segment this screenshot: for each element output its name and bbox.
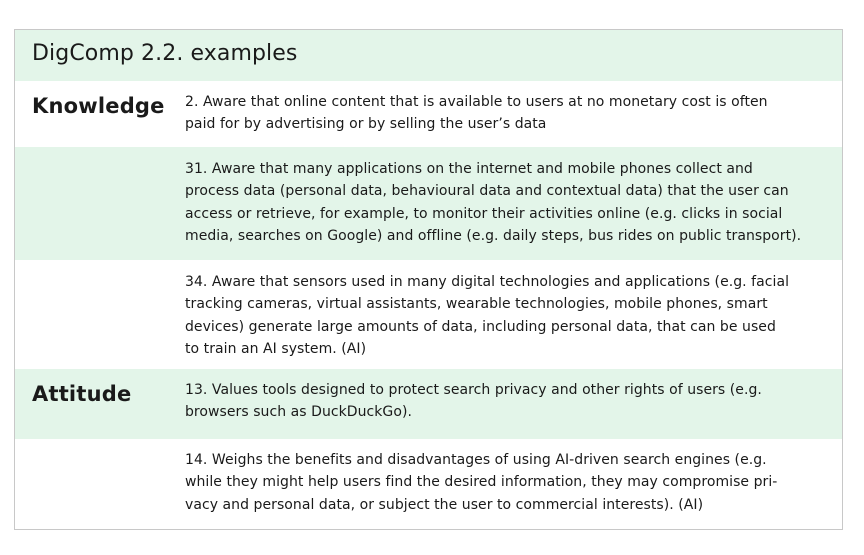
- text-line: browsers such as DuckDuckGo).: [185, 404, 412, 421]
- table-title: DigComp 2.2. examples: [32, 41, 298, 66]
- category-label-knowledge: Knowledge: [32, 94, 165, 118]
- text-line: to train an AI system. (AI): [185, 341, 367, 358]
- example-text-31: [185, 158, 835, 248]
- example-text-14: [185, 449, 835, 516]
- text-line: vacy and personal data, or subject the user to commercial interests). (AI): [185, 496, 704, 513]
- table-header: [15, 30, 842, 81]
- text-line: 2. Aware that online content that is available to users at no monetary cost is often: [185, 94, 768, 110]
- text-line: devices) generate large amounts of data, including personal data, that can be used: [185, 318, 776, 335]
- example-text-2: [185, 91, 835, 136]
- text-line: 34. Aware that sensors used in many digital technologies and applications (e.g. facial: [185, 274, 790, 290]
- text-line: while they might help users find the desired information, they may compromise pri-: [185, 474, 778, 491]
- text-line: media, searches on Google) and offline (e.g. daily steps, bus rides on public transport).: [185, 228, 802, 245]
- table-row-knowledge-34: [15, 260, 842, 369]
- example-text-13: [185, 379, 835, 424]
- table-row-attitude-13: [15, 369, 842, 439]
- text-line: 13. Values tools designed to protect search privacy and other rights of users (e.g.: [185, 382, 762, 398]
- category-label-attitude: Attitude: [32, 382, 132, 406]
- text-line: access or retrieve, for example, to monitor their activities online (e.g. clicks in social: [185, 205, 783, 222]
- table-row-knowledge-31: [15, 147, 842, 260]
- digcomp-examples-table: [14, 29, 843, 530]
- text-line: 14. Weighs the benefits and disadvantages of using AI-driven search engines (e.g.: [185, 452, 767, 468]
- text-line: process data (personal data, behavioural data and contextual data) that the user can: [185, 183, 789, 200]
- text-line: 31. Aware that many applications on the internet and mobile phones collect and: [185, 161, 753, 177]
- table-row-knowledge-2: [15, 81, 842, 147]
- text-line: tracking cameras, virtual assistants, wearable technologies, mobile phones, smart: [185, 296, 768, 313]
- table-row-attitude-14: [15, 439, 842, 529]
- example-text-34: [185, 271, 835, 361]
- text-line: paid for by advertising or by selling the user’s data: [185, 116, 547, 133]
